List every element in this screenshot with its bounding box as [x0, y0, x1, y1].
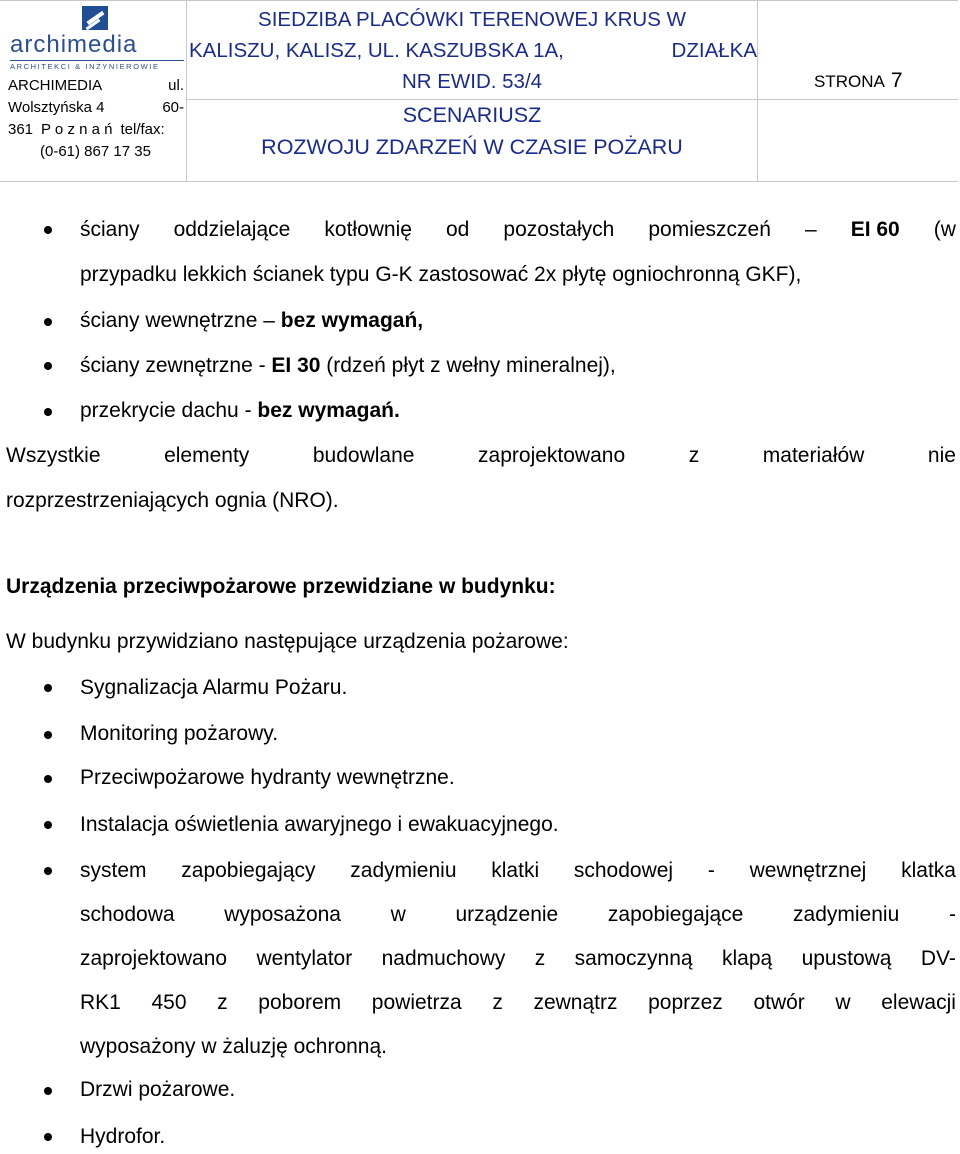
- word: wewnętrznej: [749, 859, 867, 882]
- roof-item: [80, 398, 400, 424]
- word: RK1: [80, 991, 121, 1014]
- page-number-cell: [758, 1, 958, 100]
- fire-rating: EI 60: [850, 218, 900, 241]
- word: nadmuchowy: [381, 947, 506, 970]
- word: materiałów: [762, 444, 865, 467]
- device-item: Instalacja oświetlenia awaryjnego i ewakuacyjnego.: [80, 813, 559, 836]
- item-text: ściany zewnętrzne -: [80, 354, 272, 377]
- postal-code-end: 361: [8, 121, 34, 138]
- materials-paragraph-line-2: rozprzestrzeniających ognia (NRO).: [6, 489, 339, 512]
- word: zapobiegający: [181, 859, 316, 882]
- phone-label: tel/fax:: [120, 121, 165, 138]
- device-item: Monitoring pożarowy.: [80, 722, 279, 745]
- word: powietrza: [371, 991, 462, 1014]
- page-number: 7: [890, 69, 903, 92]
- company-name: ARCHIMEDIA: [8, 77, 103, 94]
- title-block: [187, 1, 758, 181]
- word: (w: [933, 218, 956, 241]
- section-title: [187, 99, 757, 163]
- item-requirement: bez wymagań,: [280, 309, 424, 332]
- project-title: [187, 4, 757, 97]
- word: w: [390, 903, 406, 926]
- street-line: [8, 97, 184, 119]
- word: kotłownię: [324, 218, 412, 241]
- word: wyposażona: [224, 903, 341, 926]
- project-title-cell: [187, 1, 757, 100]
- postal-code-start: 60-: [162, 99, 184, 116]
- word: schodowa: [80, 903, 175, 926]
- word: z: [492, 991, 503, 1014]
- word: zewnątrz: [533, 991, 618, 1014]
- item-note: (rdzeń płyt z wełny mineralnej),: [320, 354, 616, 377]
- word: zaprojektowano: [80, 947, 228, 970]
- word: klapą: [721, 947, 773, 970]
- section-title-line-1: SCENARIUSZ: [402, 103, 542, 127]
- word: upustową: [801, 947, 892, 970]
- word: klatki: [491, 859, 540, 882]
- item-requirement: bez wymagań.: [257, 399, 400, 422]
- city: P o z n a ń: [41, 121, 113, 138]
- project-title-line-2: [187, 35, 757, 66]
- item-requirement: EI 30: [271, 354, 321, 377]
- word: w: [835, 991, 851, 1014]
- street: Wolsztyńska 4: [8, 99, 105, 116]
- archimedia-logo-icon: [82, 6, 108, 30]
- item-text: ściany wewnętrzne –: [80, 309, 281, 332]
- word: 450: [151, 991, 187, 1014]
- smoke-system-line-4: [80, 990, 956, 1016]
- wall-separation-line-2: przypadku lekkich ścianek typu G-K zastosować 2x płytę ogniochronną GKF),: [80, 263, 802, 286]
- bullet-icon: [44, 1133, 52, 1141]
- device-item: Hydrofor.: [80, 1125, 166, 1148]
- bullet-icon: [44, 1087, 52, 1095]
- word: nie: [927, 444, 956, 467]
- page-label: STRONA: [814, 72, 885, 91]
- project-title-line-1: SIEDZIBA PLACÓWKI TERENOWEJ KRUS W: [258, 8, 686, 31]
- section-title-line-2: ROZWOJU ZDARZEŃ W CZASIE POŻARU: [261, 135, 683, 159]
- word: elewacji: [881, 991, 956, 1014]
- bullet-icon: [44, 362, 52, 370]
- word: z: [534, 947, 546, 970]
- smoke-system-line-1: [80, 858, 956, 884]
- word: pomieszczeń: [648, 218, 771, 241]
- device-item: Drzwi pożarowe.: [80, 1078, 236, 1101]
- external-walls-item: [80, 353, 616, 379]
- logo-divider: [10, 60, 184, 61]
- page-header: [0, 0, 958, 182]
- word: elementy: [164, 444, 250, 467]
- bullet-icon: [44, 731, 52, 739]
- word: budowlane: [312, 444, 415, 467]
- bullet-icon: [44, 775, 52, 783]
- wall-separation-line-1: [80, 217, 956, 243]
- logo-tagline: ARCHITEKCI & INŻYNIEROWIE: [10, 62, 160, 71]
- word: oddzielające: [173, 218, 291, 241]
- company-name-line: [8, 75, 184, 97]
- street-prefix: ul.: [168, 77, 184, 94]
- word: zapobiegające: [607, 903, 744, 926]
- devices-heading: Urządzenia przeciwpożarowe przewidziane w budynku:: [6, 575, 556, 598]
- logo-wordmark: archimedia: [10, 31, 138, 58]
- word: schodowej: [573, 859, 674, 882]
- project-plot-label: DZIAŁKA: [671, 39, 757, 62]
- word: poborem: [258, 991, 342, 1014]
- phone: (0-61) 867 17 35: [40, 143, 151, 160]
- word: wentylator: [256, 947, 353, 970]
- word: –: [804, 218, 817, 241]
- bullet-icon: [44, 684, 52, 692]
- internal-walls-item: [80, 308, 423, 334]
- device-item: Przeciwpożarowe hydranty wewnętrzne.: [80, 766, 455, 789]
- word: system: [80, 859, 147, 882]
- word: pozostałych: [503, 218, 615, 241]
- project-address: KALISZU, KALISZ, UL. KASZUBSKA 1A,: [189, 39, 564, 62]
- materials-paragraph-line-1: [6, 443, 956, 469]
- word: zaprojektowano: [478, 444, 626, 467]
- devices-intro: W budynku przywidziano następujące urządzenia pożarowe:: [6, 630, 569, 653]
- word: ściany: [80, 218, 140, 241]
- company-block: [0, 1, 187, 181]
- city-line: [8, 119, 165, 141]
- word: z: [217, 991, 228, 1014]
- word: -: [707, 859, 715, 882]
- bullet-icon: [44, 408, 52, 416]
- word: DV-: [920, 947, 956, 970]
- item-text: przekrycie dachu -: [80, 399, 258, 422]
- device-item: Sygnalizacja Alarmu Pożaru.: [80, 676, 348, 699]
- word: zadymieniu: [793, 903, 900, 926]
- word: od: [446, 218, 470, 241]
- bullet-icon: [44, 226, 52, 234]
- word: z: [688, 444, 700, 467]
- bullet-icon: [44, 318, 52, 326]
- word: poprzez: [648, 991, 723, 1014]
- smoke-system-line-3: [80, 946, 956, 972]
- page-indicator: [814, 69, 903, 93]
- word: klatka: [901, 859, 956, 882]
- word: urządzenie: [455, 903, 559, 926]
- word: samoczynną: [574, 947, 693, 970]
- smoke-system-line-2: [80, 902, 956, 928]
- bullet-icon: [44, 867, 52, 875]
- word: -: [948, 903, 956, 926]
- project-title-line-3: NR EWID. 53/4: [401, 70, 543, 93]
- word: Wszystkie: [6, 444, 101, 467]
- bullet-icon: [44, 821, 52, 829]
- word: zadymieniu: [350, 859, 457, 882]
- word: otwór: [753, 991, 805, 1014]
- smoke-system-line-5: wyposażony w żaluzję ochronną.: [80, 1035, 388, 1058]
